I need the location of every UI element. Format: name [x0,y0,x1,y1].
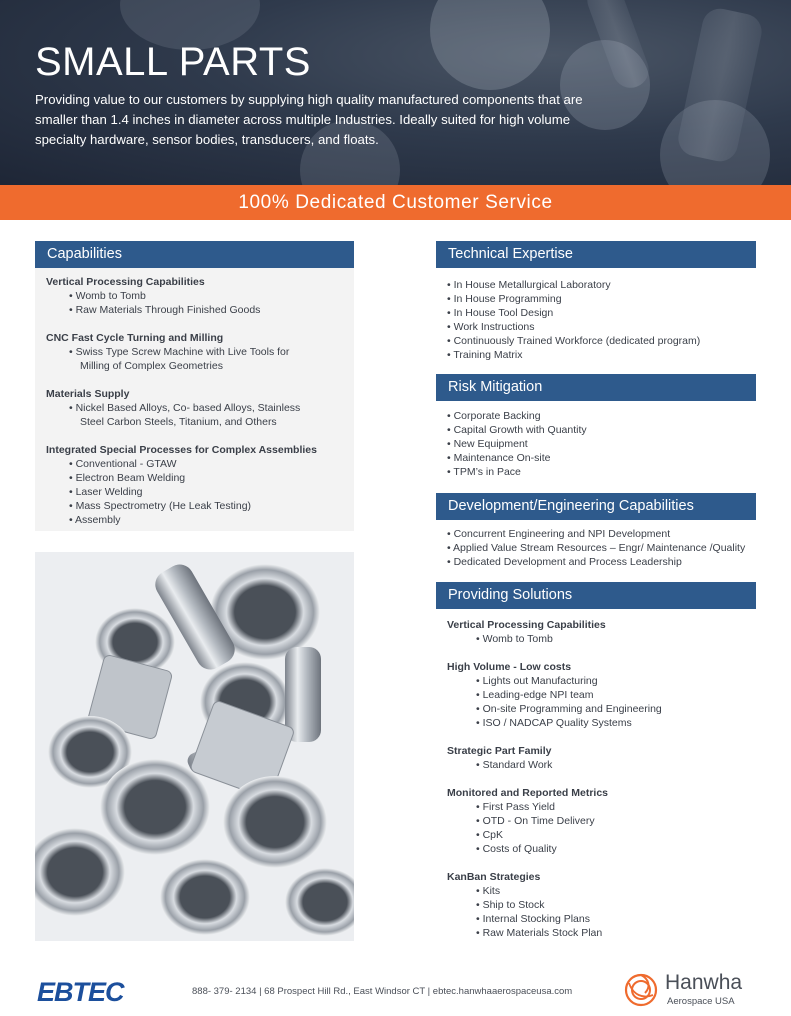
capabilities-heading: Capabilities [35,241,354,268]
group-title: Vertical Processing Capabilities [46,276,205,288]
solutions-heading: Providing Solutions [436,582,756,609]
contact-info: 888- 379- 2134 | 68 Prospect Hill Rd., East Windsor CT | ebtec.hanwhaaerospaceusa.com [192,986,573,997]
solutions-list [436,618,756,940]
list-item: • In House Programming [447,293,562,305]
page-title: SMALL PARTS [35,40,311,84]
list-item: • Swiss Type Screw Machine with Live Tools for [69,346,290,358]
parts-illustration [35,552,354,941]
ebtec-logo: EBTEC [37,977,124,1007]
list-item: • Corporate Backing [447,410,541,422]
list-item: • Conventional - GTAW [69,458,177,470]
list-item: • First Pass Yield [476,801,555,813]
list-item: • Laser Welding [69,486,143,498]
risk-heading: Risk Mitigation [436,374,756,401]
capability-group [46,331,354,373]
list-item: • CpK [476,829,504,841]
development-list [436,527,756,569]
list-item: • Capital Growth with Quantity [447,424,587,436]
list-item: • Costs of Quality [476,843,557,855]
hanwha-name: Hanwha [665,971,743,994]
capability-group [46,443,354,527]
list-item: • Dedicated Development and Process Leadership [447,556,682,568]
list-item: • Work Instructions [447,321,535,333]
list-item: • Standard Work [476,759,553,771]
group-title: Monitored and Reported Metrics [447,787,609,799]
list-item: • Internal Stocking Plans [476,913,590,925]
list-item: • Maintenance On-site [447,452,551,464]
group-title: Vertical Processing Capabilities [447,619,606,631]
part-ring [100,759,210,855]
list-item: • In House Tool Design [447,307,554,319]
list-item: • ISO / NADCAP Quality Systems [476,717,632,729]
group-title: Strategic Part Family [447,745,552,757]
service-banner: 100% Dedicated Customer Service [0,185,791,220]
capabilities-box [35,268,354,531]
list-item: • Raw Materials Stock Plan [476,927,603,939]
list-item: • Womb to Tomb [476,633,553,645]
hero-background-part [430,0,550,90]
list-item: • Raw Materials Through Finished Goods [69,304,261,316]
group-title: KanBan Strategies [447,871,541,883]
list-item: • On-site Programming and Engineering [476,703,662,715]
footer [0,965,791,1016]
list-item: • Applied Value Stream Resources – Engr/ Maintenance /Quality [447,542,746,554]
hanwha-flame-icon [621,969,661,1009]
list-item: • New Equipment [447,438,528,450]
list-item: • Electron Beam Welding [69,472,186,484]
list-item: • Concurrent Engineering and NPI Development [447,528,671,540]
capability-group [46,275,354,317]
list-item: • Assembly [69,514,121,526]
list-item: • Continuously Trained Workforce (dedicated program) [447,335,701,347]
list-item: Milling of Complex Geometries [80,360,223,372]
group-title: Integrated Special Processes for Complex Assemblies [46,444,317,456]
list-item: • Lights out Manufacturing [476,675,598,687]
development-heading: Development/Engineering Capabilities [436,493,756,520]
list-item: • OTD - On Time Delivery [476,815,595,827]
group-title: Materials Supply [46,388,130,400]
technical-heading: Technical Expertise [436,241,756,268]
list-item: • Nickel Based Alloys, Co- based Alloys, Stainless [69,402,301,414]
group-title: CNC Fast Cycle Turning and Milling [46,332,224,344]
list-item: • In House Metallurgical Laboratory [447,279,611,291]
capability-group [46,387,354,429]
list-item: Steel Carbon Steels, Titanium, and Others [80,416,277,428]
part-ring [223,776,327,868]
hero-banner [0,0,791,185]
list-item: • Ship to Stock [476,899,545,911]
part-ring [160,859,250,935]
technical-list [436,278,756,362]
small-parts-photo [35,552,354,941]
list-item: • Mass Spectrometry (He Leak Testing) [69,500,252,512]
list-item: • Kits [476,885,501,897]
hanwha-logo [621,969,761,1011]
list-item: • Leading-edge NPI team [476,689,594,701]
list-item: • TPM’s in Pace [447,466,521,478]
risk-list [436,409,756,479]
hanwha-subtitle: Aerospace USA [667,996,735,1007]
group-title: High Volume - Low costs [447,661,572,673]
list-item: • Training Matrix [447,349,523,361]
page-intro: Providing value to our customers by supplying high quality manufactured components that are smaller than 1.4 inches in diameter across multiple Industries. Ideally suited for high volume specialty hardware, sensor bodies, transducers, and floats. [35,92,583,147]
list-item: • Womb to Tomb [69,290,146,302]
